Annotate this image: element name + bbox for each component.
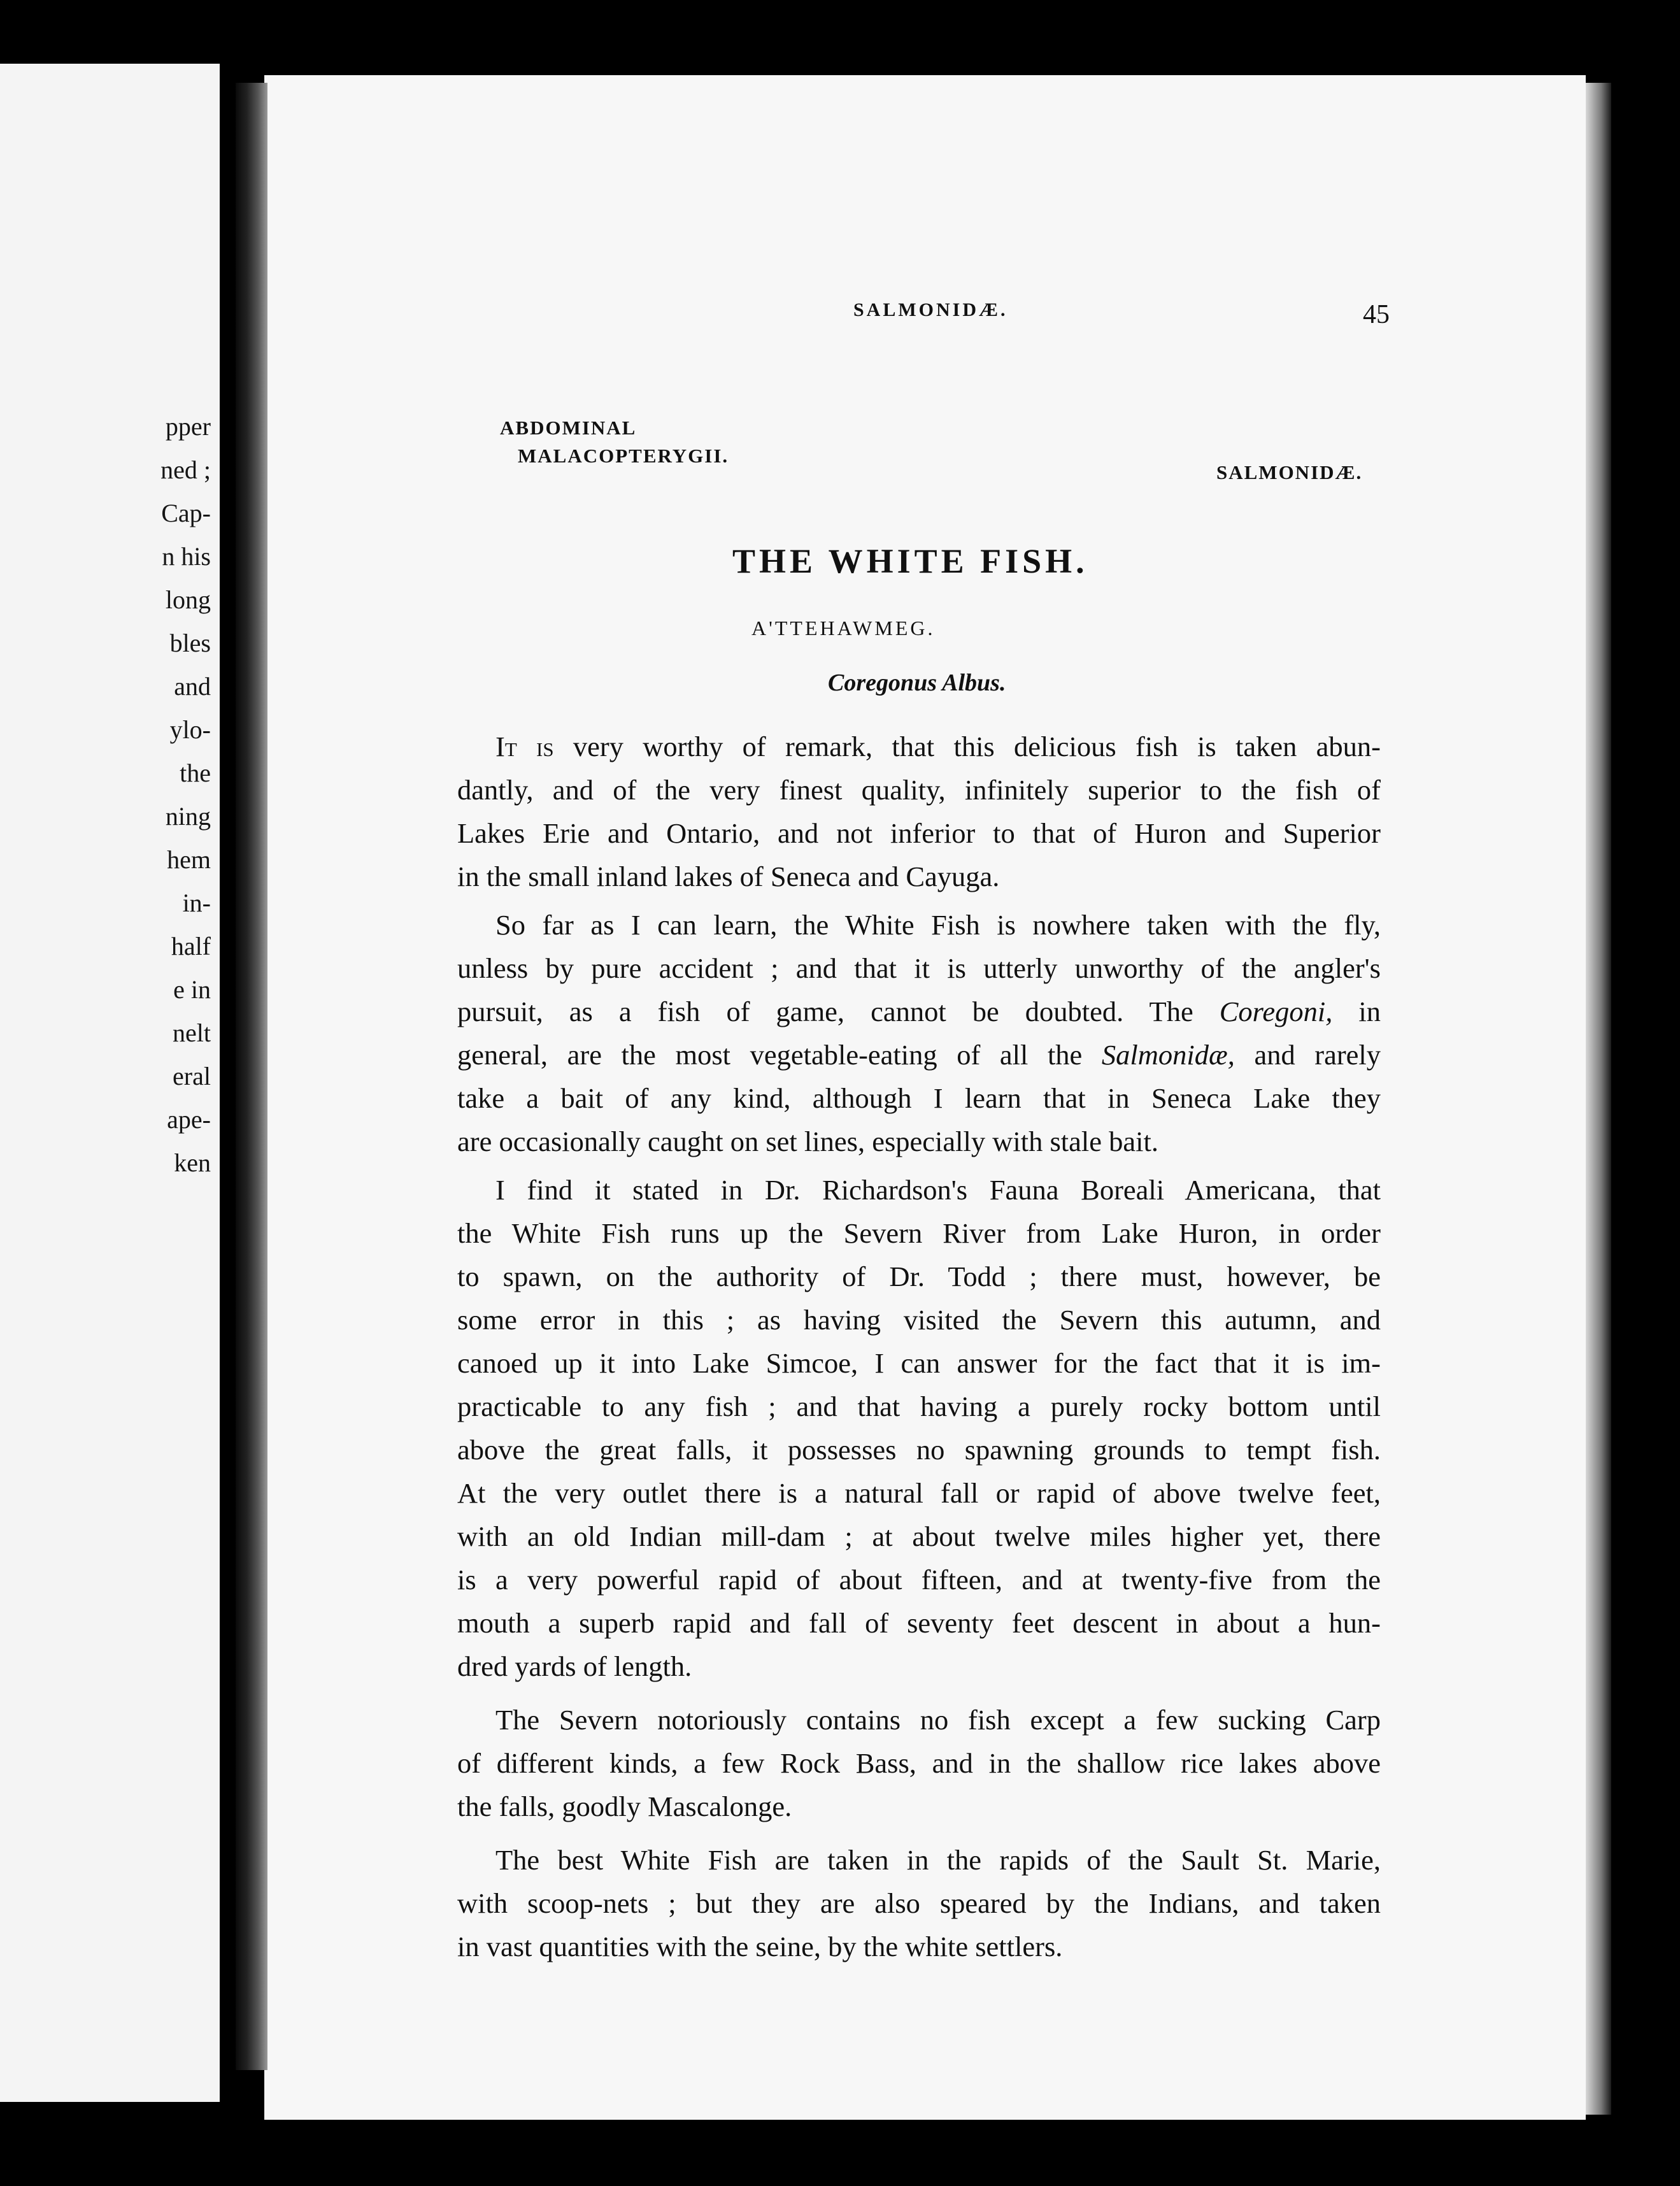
- running-head: SALMONIDÆ.: [853, 299, 1008, 320]
- page-number: 45: [1363, 300, 1390, 329]
- left-fragment: ken: [174, 1148, 211, 1177]
- left-fragment: hem: [167, 845, 211, 874]
- text-line: in vast quantities with the seine, by the white settlers.: [457, 1931, 1063, 1962]
- text-line: to spawn, on the authority of Dr. Todd ; there must, however, be: [457, 1261, 1381, 1292]
- text-line: with scoop-nets ; but they are also speared by the Indians, and taken: [457, 1887, 1381, 1919]
- family-name: Salmonidæ,: [1101, 1039, 1235, 1071]
- text-line: practicable to any fish ; and that having a purely rocky bottom until: [457, 1390, 1381, 1422]
- classification-family: SALMONIDÆ.: [1216, 461, 1363, 483]
- text-line: general, are the most vegetable-eating of all the Salmonidæ, and rarely: [457, 1039, 1381, 1071]
- left-fragment: n his: [162, 542, 211, 571]
- text-line: I find it stated in Dr. Richardson's Fauna Boreali Americana, that: [495, 1174, 1381, 1206]
- classification-order: [500, 414, 729, 470]
- text-line: take a bait of any kind, although I learn that in Seneca Lake they: [457, 1082, 1381, 1114]
- left-fragment: nelt: [173, 1018, 211, 1047]
- text-line: unless by pure accident ; and that it is utterly unworthy of the angler's: [457, 952, 1381, 984]
- drop-lead: It is: [495, 731, 554, 762]
- text-line: of different kinds, a few Rock Bass, and in the shallow rice lakes above: [457, 1747, 1381, 1779]
- text-line: dred yards of length.: [457, 1650, 692, 1682]
- left-fragment: e in: [173, 975, 211, 1004]
- text-line: the falls, goodly Mascalonge.: [457, 1790, 792, 1822]
- left-fragment: ned ;: [160, 455, 211, 484]
- article-title: THE WHITE FISH.: [732, 542, 1088, 580]
- left-fragment: half: [171, 932, 211, 961]
- facing-page-fragment: [0, 64, 220, 2102]
- text-line: some error in this ; as having visited the Severn this autumn, and: [457, 1304, 1381, 1336]
- left-fragment: ylo-: [169, 715, 211, 744]
- order-line: MALACOPTERYGII.: [518, 445, 729, 467]
- text-line: So far as I can learn, the White Fish is nowhere taken with the fly,: [495, 909, 1381, 941]
- text-line: mouth a superb rapid and fall of seventy feet descent in about a hun-: [457, 1607, 1381, 1639]
- native-name: A'TTEHAWMEG.: [751, 617, 936, 639]
- text-line: The Severn notoriously contains no fish except a few sucking Carp: [495, 1704, 1381, 1736]
- text-line: dantly, and of the very finest quality, infinitely superior to the fish of: [457, 774, 1381, 806]
- text-line: pursuit, as a fish of game, cannot be doubted. The Coregoni, in: [457, 996, 1381, 1027]
- genus-name: Coregoni,: [1219, 996, 1333, 1027]
- text-line: At the very outlet there is a natural fall or rapid of above twelve feet,: [457, 1477, 1381, 1509]
- text-line: It is very worthy of remark, that this delicious fish is taken abun-: [495, 731, 1381, 762]
- page-edge-shadow: [1586, 83, 1611, 2115]
- left-fragment: bles: [169, 629, 211, 657]
- left-fragment: ning: [165, 802, 211, 831]
- order-line: ABDOMINAL: [500, 417, 637, 439]
- book-gutter: [236, 83, 267, 2070]
- left-fragment: Cap-: [161, 499, 211, 527]
- text-line: the White Fish runs up the Severn River from Lake Huron, in order: [457, 1217, 1381, 1249]
- text-line: canoed up it into Lake Simcoe, I can answer for the fact that it is im-: [457, 1347, 1381, 1379]
- text-line: with an old Indian mill-dam ; at about twelve miles higher yet, there: [457, 1520, 1381, 1552]
- text-line: The best White Fish are taken in the rapids of the Sault St. Marie,: [495, 1844, 1381, 1876]
- text-line: in the small inland lakes of Seneca and Cayuga.: [457, 861, 1000, 892]
- left-fragment: long: [165, 585, 211, 614]
- left-fragment: pper: [165, 412, 211, 441]
- left-fragment: ape-: [167, 1105, 211, 1134]
- text-line: above the great falls, it possesses no spawning grounds to tempt fish.: [457, 1434, 1381, 1466]
- left-fragment: and: [174, 672, 211, 701]
- left-fragment: eral: [173, 1062, 211, 1090]
- text-line: are occasionally caught on set lines, especially with stale bait.: [457, 1125, 1159, 1157]
- left-fragment: the: [180, 759, 211, 787]
- text-line: is a very powerful rapid of about fifteen, and at twenty-five from the: [457, 1564, 1381, 1596]
- latin-name: Coregonus Albus.: [828, 669, 1006, 696]
- text-line: Lakes Erie and Ontario, and not inferior to that of Huron and Superior: [457, 817, 1381, 849]
- left-fragment: in-: [182, 889, 211, 917]
